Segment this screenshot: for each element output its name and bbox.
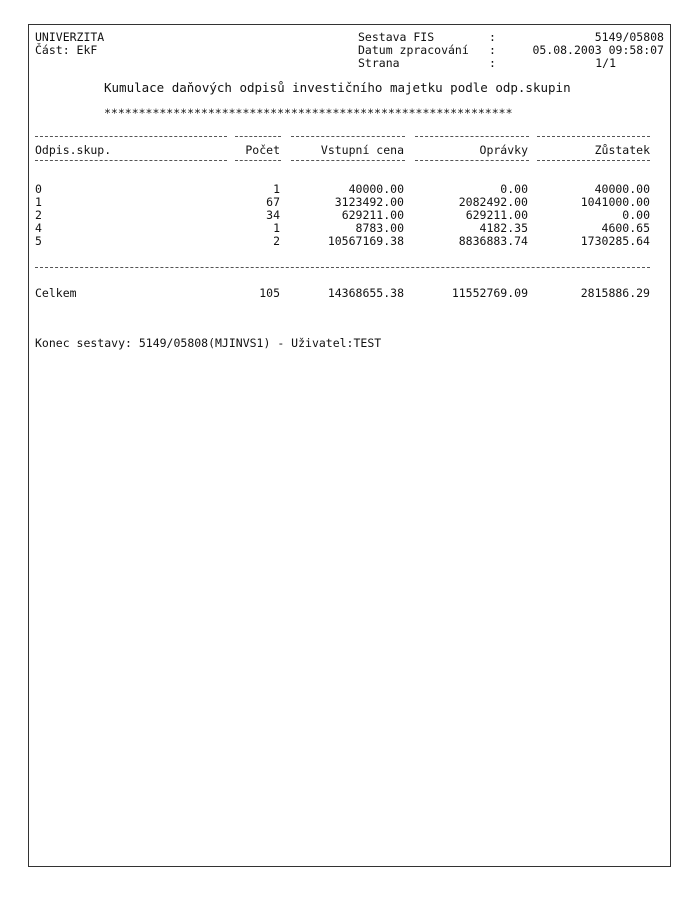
report-page <box>28 24 671 867</box>
header-rule <box>415 160 529 161</box>
report-title: Kumulace daňových odpisů investičního majetku podle odp.skupin <box>104 80 571 95</box>
cell-depreciation: 2082492.00 <box>458 195 528 209</box>
date-sep: : <box>489 43 496 57</box>
cell-count: 1 <box>273 221 280 235</box>
org-part: Část: EkF <box>35 43 98 57</box>
cell-group: 0 <box>35 182 42 196</box>
header-rule <box>35 160 227 161</box>
cell-depreciation: 8836883.74 <box>458 234 528 248</box>
header-rule <box>235 160 281 161</box>
cell-input-price: 3123492.00 <box>334 195 404 209</box>
header-rule <box>537 136 650 137</box>
col-header-group: Odpis.skup. <box>35 143 112 157</box>
cell-group: 4 <box>35 221 42 235</box>
cell-input-price: 8783.00 <box>355 221 404 235</box>
processing-date: 05.08.2003 09:58:07 <box>532 43 664 57</box>
total-depreciation: 11552769.09 <box>451 286 528 300</box>
total-input-price: 14368655.38 <box>327 286 404 300</box>
header-rule <box>35 136 227 137</box>
page-label: Strana <box>358 56 400 70</box>
cell-count: 2 <box>273 234 280 248</box>
cell-depreciation: 629211.00 <box>465 208 528 222</box>
report-end-note: Konec sestavy: 5149/05808(MJINVS1) - Uživatel:TEST <box>35 336 382 350</box>
header-rule <box>235 136 281 137</box>
header-rule <box>415 136 529 137</box>
cell-balance: 4600.65 <box>601 221 650 235</box>
cell-group: 2 <box>35 208 42 222</box>
title-underline-stars: *********************************************************** <box>104 106 513 120</box>
total-count: 105 <box>259 286 280 300</box>
cell-balance: 1730285.64 <box>580 234 650 248</box>
cell-input-price: 629211.00 <box>341 208 404 222</box>
cell-balance: 0.00 <box>622 208 650 222</box>
header-rule <box>537 160 650 161</box>
col-header-input-price: Vstupní cena <box>320 143 404 157</box>
col-header-depreciation: Oprávky <box>479 143 528 157</box>
total-balance: 2815886.29 <box>580 286 650 300</box>
cell-depreciation: 0.00 <box>500 182 528 196</box>
header-rule <box>291 136 405 137</box>
col-header-count: Počet <box>245 143 280 157</box>
page-sep: : <box>489 56 496 70</box>
cell-balance: 40000.00 <box>594 182 650 196</box>
org-name: UNIVERZITA <box>35 30 105 44</box>
report-number: 5149/05808 <box>594 30 664 44</box>
page-number: 1/1 <box>595 56 616 70</box>
cell-input-price: 10567169.38 <box>327 234 404 248</box>
cell-depreciation: 4182.35 <box>479 221 528 235</box>
cell-balance: 1041000.00 <box>580 195 650 209</box>
report-sep: : <box>489 30 496 44</box>
total-separator <box>35 267 650 268</box>
cell-count: 67 <box>266 195 280 209</box>
report-label: Sestava FIS <box>358 30 435 44</box>
date-label: Datum zpracování <box>358 43 469 57</box>
col-header-balance: Zůstatek <box>594 143 650 157</box>
cell-count: 34 <box>266 208 280 222</box>
cell-group: 1 <box>35 195 42 209</box>
cell-count: 1 <box>273 182 280 196</box>
cell-input-price: 40000.00 <box>348 182 404 196</box>
total-label: Celkem <box>35 286 77 300</box>
header-rule <box>291 160 405 161</box>
cell-group: 5 <box>35 234 42 248</box>
